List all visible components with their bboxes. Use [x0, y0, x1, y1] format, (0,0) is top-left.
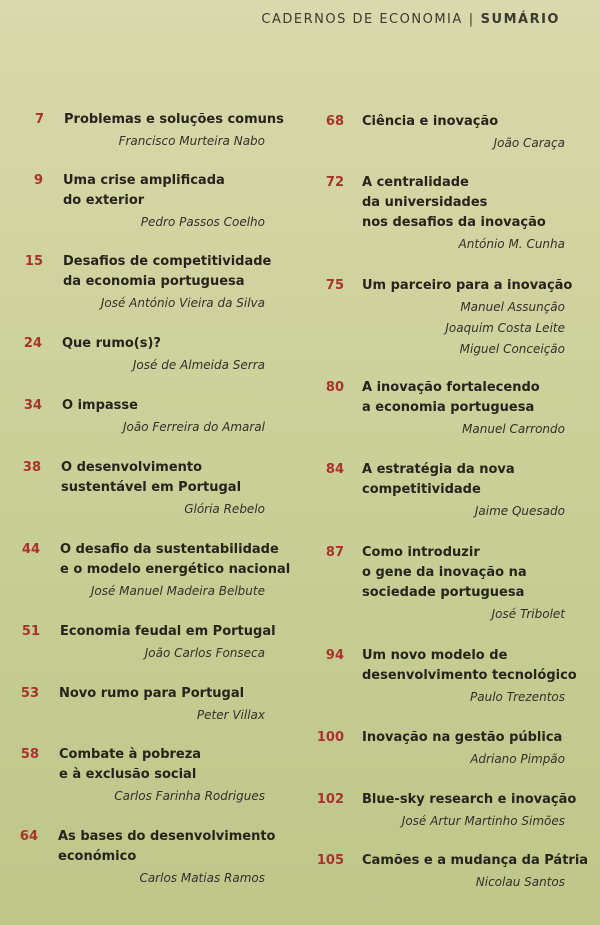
- entry-title-line: Economia feudal em Portugal: [60, 624, 276, 639]
- author-name: Paulo Trezentos: [470, 690, 565, 704]
- entry-title-line: económico: [58, 849, 137, 864]
- entry-title-line: As bases do desenvolvimento: [58, 829, 276, 844]
- page-number: 7: [34, 112, 44, 127]
- entry-title-line: sustentável em Portugal: [61, 480, 242, 495]
- entry-author: [139, 868, 265, 889]
- page-number: 34: [23, 398, 42, 413]
- entry-title: [60, 540, 290, 580]
- author-name: Glória Rebelo: [184, 502, 265, 516]
- author-name: Joaquim Costa Leite: [445, 321, 565, 335]
- entry-title: [362, 646, 577, 686]
- page-number: 72: [325, 175, 344, 190]
- author-name: João Ferreira do Amaral: [122, 420, 265, 434]
- page-number: 9: [33, 173, 43, 188]
- entry-title: [59, 745, 201, 785]
- entry-title: [62, 396, 138, 416]
- entry-author: [145, 643, 265, 664]
- entry-title-line: nos desafios da inovação: [362, 215, 546, 230]
- entry-author: [475, 501, 565, 522]
- entry-title-line: da universidades: [362, 195, 488, 210]
- author-name: António M. Cunha: [458, 237, 565, 251]
- page-number: 102: [316, 792, 344, 807]
- author-name: José Tribolet: [491, 607, 565, 621]
- entry-title-line: Novo rumo para Portugal: [59, 686, 245, 701]
- entry-title: [59, 684, 244, 704]
- author-name: Carlos Farinha Rodrigues: [114, 789, 265, 803]
- page-number: 38: [22, 460, 41, 475]
- page-number: 87: [325, 545, 344, 560]
- entry-title-line: Que rumo(s)?: [62, 336, 161, 351]
- entry-title-line: da economia portuguesa: [63, 274, 245, 289]
- entry-title: [63, 252, 271, 292]
- entry-title: [64, 110, 284, 130]
- entry-title-line: Camões e a mudança da Pátria: [362, 853, 589, 868]
- author-name: José António Vieira da Silva: [100, 296, 265, 310]
- entry-author: [114, 786, 265, 807]
- author-name: Jaime Quesado: [474, 504, 565, 518]
- page-number: 68: [325, 114, 344, 129]
- author-name: Peter Villax: [196, 708, 265, 722]
- entry-title: [362, 112, 498, 132]
- page-number: 44: [21, 542, 40, 557]
- entry-title: [362, 728, 562, 748]
- author-name: José Manuel Madeira Belbute: [90, 584, 265, 598]
- entry-title: [362, 543, 527, 603]
- entry-title-line: O desafio da sustentabilidade: [60, 542, 279, 557]
- page-number: 15: [24, 254, 43, 269]
- entry-author: [119, 131, 265, 152]
- page-number: 84: [325, 462, 344, 477]
- entry-author: [123, 417, 265, 438]
- entry-title-line: O desenvolvimento: [61, 460, 203, 475]
- entry-author: [470, 749, 565, 770]
- entry-title-line: e o modelo energético nacional: [60, 562, 291, 577]
- page-number: 105: [316, 853, 344, 868]
- entry-author: [492, 604, 565, 625]
- entry-title: [362, 460, 515, 500]
- page-number: 80: [325, 380, 344, 395]
- entry-author: [133, 355, 265, 376]
- header-separator: |: [468, 12, 475, 27]
- entry-title: [362, 378, 540, 418]
- entry-title-line: competitividade: [362, 482, 481, 497]
- entry-title-line: Blue-sky research e inovação: [362, 792, 577, 807]
- page-number: 75: [325, 278, 344, 293]
- entry-title-line: Como introduzir: [362, 545, 480, 560]
- entry-author: [197, 705, 265, 726]
- entry-title-line: O impasse: [62, 398, 138, 413]
- entry-title-line: sociedade portuguesa: [362, 585, 525, 600]
- author-name: Francisco Murteira Nabo: [118, 134, 265, 148]
- entry-title: [362, 790, 576, 810]
- author-name: Pedro Passos Coelho: [140, 215, 265, 229]
- author-name: Miguel Conceição: [459, 342, 565, 356]
- entry-title-line: desenvolvimento tecnológico: [362, 668, 577, 683]
- entry-title: [60, 622, 276, 642]
- entry-title: [63, 171, 225, 211]
- page-number: 53: [20, 686, 39, 701]
- entry-title-line: A inovação fortalecendo: [362, 380, 540, 395]
- entry-title-line: Combate à pobreza: [59, 747, 202, 762]
- entry-title: [61, 458, 241, 498]
- entry-author: [184, 499, 265, 520]
- page-number: 100: [316, 730, 344, 745]
- page-header: [261, 12, 560, 27]
- entry-title-line: Inovação na gestão pública: [362, 730, 563, 745]
- entry-title-line: do exterior: [63, 193, 145, 208]
- entry-title: [362, 173, 546, 233]
- entry-title-line: A estratégia da nova: [362, 462, 515, 477]
- author-name: Adriano Pimpão: [470, 752, 565, 766]
- entry-title: [62, 334, 161, 354]
- entry-author: [459, 234, 566, 255]
- entry-author: [91, 581, 265, 602]
- page-number: 51: [21, 624, 40, 639]
- author-name: Nicolau Santos: [475, 875, 565, 889]
- entry-title-line: A centralidade: [362, 175, 469, 190]
- entry-author: [470, 687, 565, 708]
- entry-author: [141, 212, 265, 233]
- entry-title-line: Um parceiro para a inovação: [362, 278, 573, 293]
- page-number: 64: [19, 829, 38, 844]
- entry-title: [362, 276, 572, 296]
- entry-title-line: Desafios de competitividade: [63, 254, 272, 269]
- entry-title-line: a economia portuguesa: [362, 400, 535, 415]
- entry-author: [476, 872, 565, 893]
- author-name: Manuel Carrondo: [462, 422, 565, 436]
- page-number: 58: [20, 747, 39, 762]
- entry-author: [494, 133, 565, 154]
- entry-title-line: Ciência e inovação: [362, 114, 499, 129]
- entry-title-line: e à exclusão social: [59, 767, 197, 782]
- entry-title-line: Problemas e soluções comuns: [64, 112, 284, 127]
- entry-title: [58, 827, 275, 867]
- entry-author: [445, 297, 565, 360]
- author-name: João Carlos Fonseca: [144, 646, 265, 660]
- entry-title-line: o gene da inovação na: [362, 565, 527, 580]
- author-name: José de Almeida Serra: [132, 358, 265, 372]
- entry-title-line: Um novo modelo de: [362, 648, 508, 663]
- page-number: 24: [23, 336, 42, 351]
- entry-title-line: Uma crise amplificada: [63, 173, 225, 188]
- author-name: José Artur Martinho Simões: [401, 814, 565, 828]
- page-number: 94: [325, 648, 344, 663]
- entry-title: [362, 851, 588, 871]
- entry-author: [402, 811, 565, 832]
- author-name: Carlos Matias Ramos: [139, 871, 265, 885]
- entry-author: [462, 419, 565, 440]
- journal-name: CADERNOS DE ECONOMIA: [261, 12, 463, 27]
- entry-author: [101, 293, 265, 314]
- author-name: Manuel Assunção: [460, 300, 565, 314]
- section-name: SUMÁRIO: [480, 12, 560, 27]
- author-name: João Caraça: [493, 136, 565, 150]
